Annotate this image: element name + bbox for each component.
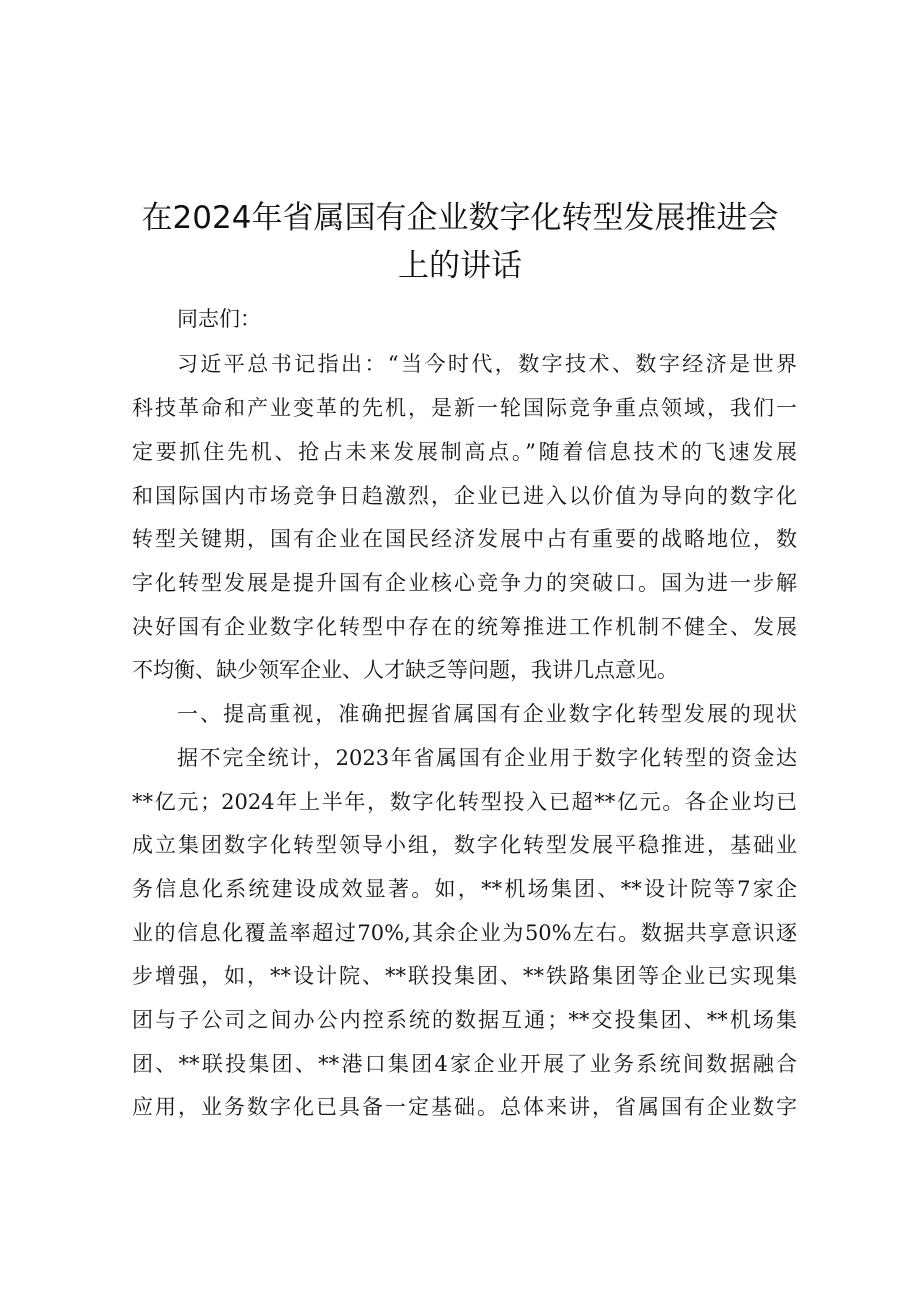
section-heading-1: 一、提高重视，准确把握省属国有企业数字化转型发展的现状 [177,702,797,726]
paragraph2-line-6: 步增强，如，**设计院、**联投集团、**铁路集团等企业已实现集 [132,964,797,988]
title-line-2: 上的讲话 [398,248,522,284]
paragraph2-line-9: 应用，业务数字化已具备一定基础。总体来讲，省属国有企业数字 [132,1095,797,1119]
paragraph2-line-3: 成立集团数字化转型领导小组，数字化转型发展平稳推进，基础业 [132,833,797,857]
paragraph2-line-7: 团与子公司之间办公内控系统的数据互通；**交投集团、**机场集 [132,1008,797,1032]
salutation: 同志们： [177,307,261,331]
paragraph2-line-2: **亿元；2024年上半年，数字化转型投入已超**亿元。各企业均已 [132,790,797,814]
paragraph1-line-6: 字化转型发展是提升国有企业核心竞争力的突破口。国为进一步解 [132,571,797,595]
paragraph2-line-4: 务信息化系统建设成效显著。如，**机场集团、**设计院等7家企 [132,877,797,901]
paragraph2-line-8: 团、**联投集团、**港口集团4家企业开展了业务系统间数据融合 [132,1052,797,1076]
paragraph1-line-7: 决好国有企业数字化转型中存在的统筹推进工作机制不健全、发展 [132,615,797,639]
title-line-1: 在2024年省属国有企业数字化转型发展推进会 [141,200,779,236]
paragraph1-line-3: 定要抓住先机、抢占未来发展制高点。”随着信息技术的飞速发展 [132,440,797,464]
paragraph1-line-2: 科技革命和产业变革的先机，是新一轮国际竞争重点领域，我们一 [132,396,797,420]
paragraph1-line-1: 习近平总书记指出：“当今时代，数字技术、数字经济是世界 [177,352,797,376]
paragraph2-line-5: 业的信息化覆盖率超过70%,其余企业为50%左右。数据共享意识逐 [132,921,797,945]
paragraph1-line-4: 和国际国内市场竞争日趋激烈，企业已进入以价值为导向的数字化 [132,484,797,508]
paragraph1-line-8: 不均衡、缺少领军企业、人才缺乏等问题，我讲几点意见。 [132,658,678,682]
paragraph2-line-1: 据不完全统计，2023年省属国有企业用于数字化转型的资金达 [177,746,797,770]
paragraph1-line-5: 转型关键期，国有企业在国民经济发展中占有重要的战略地位，数 [132,527,797,551]
